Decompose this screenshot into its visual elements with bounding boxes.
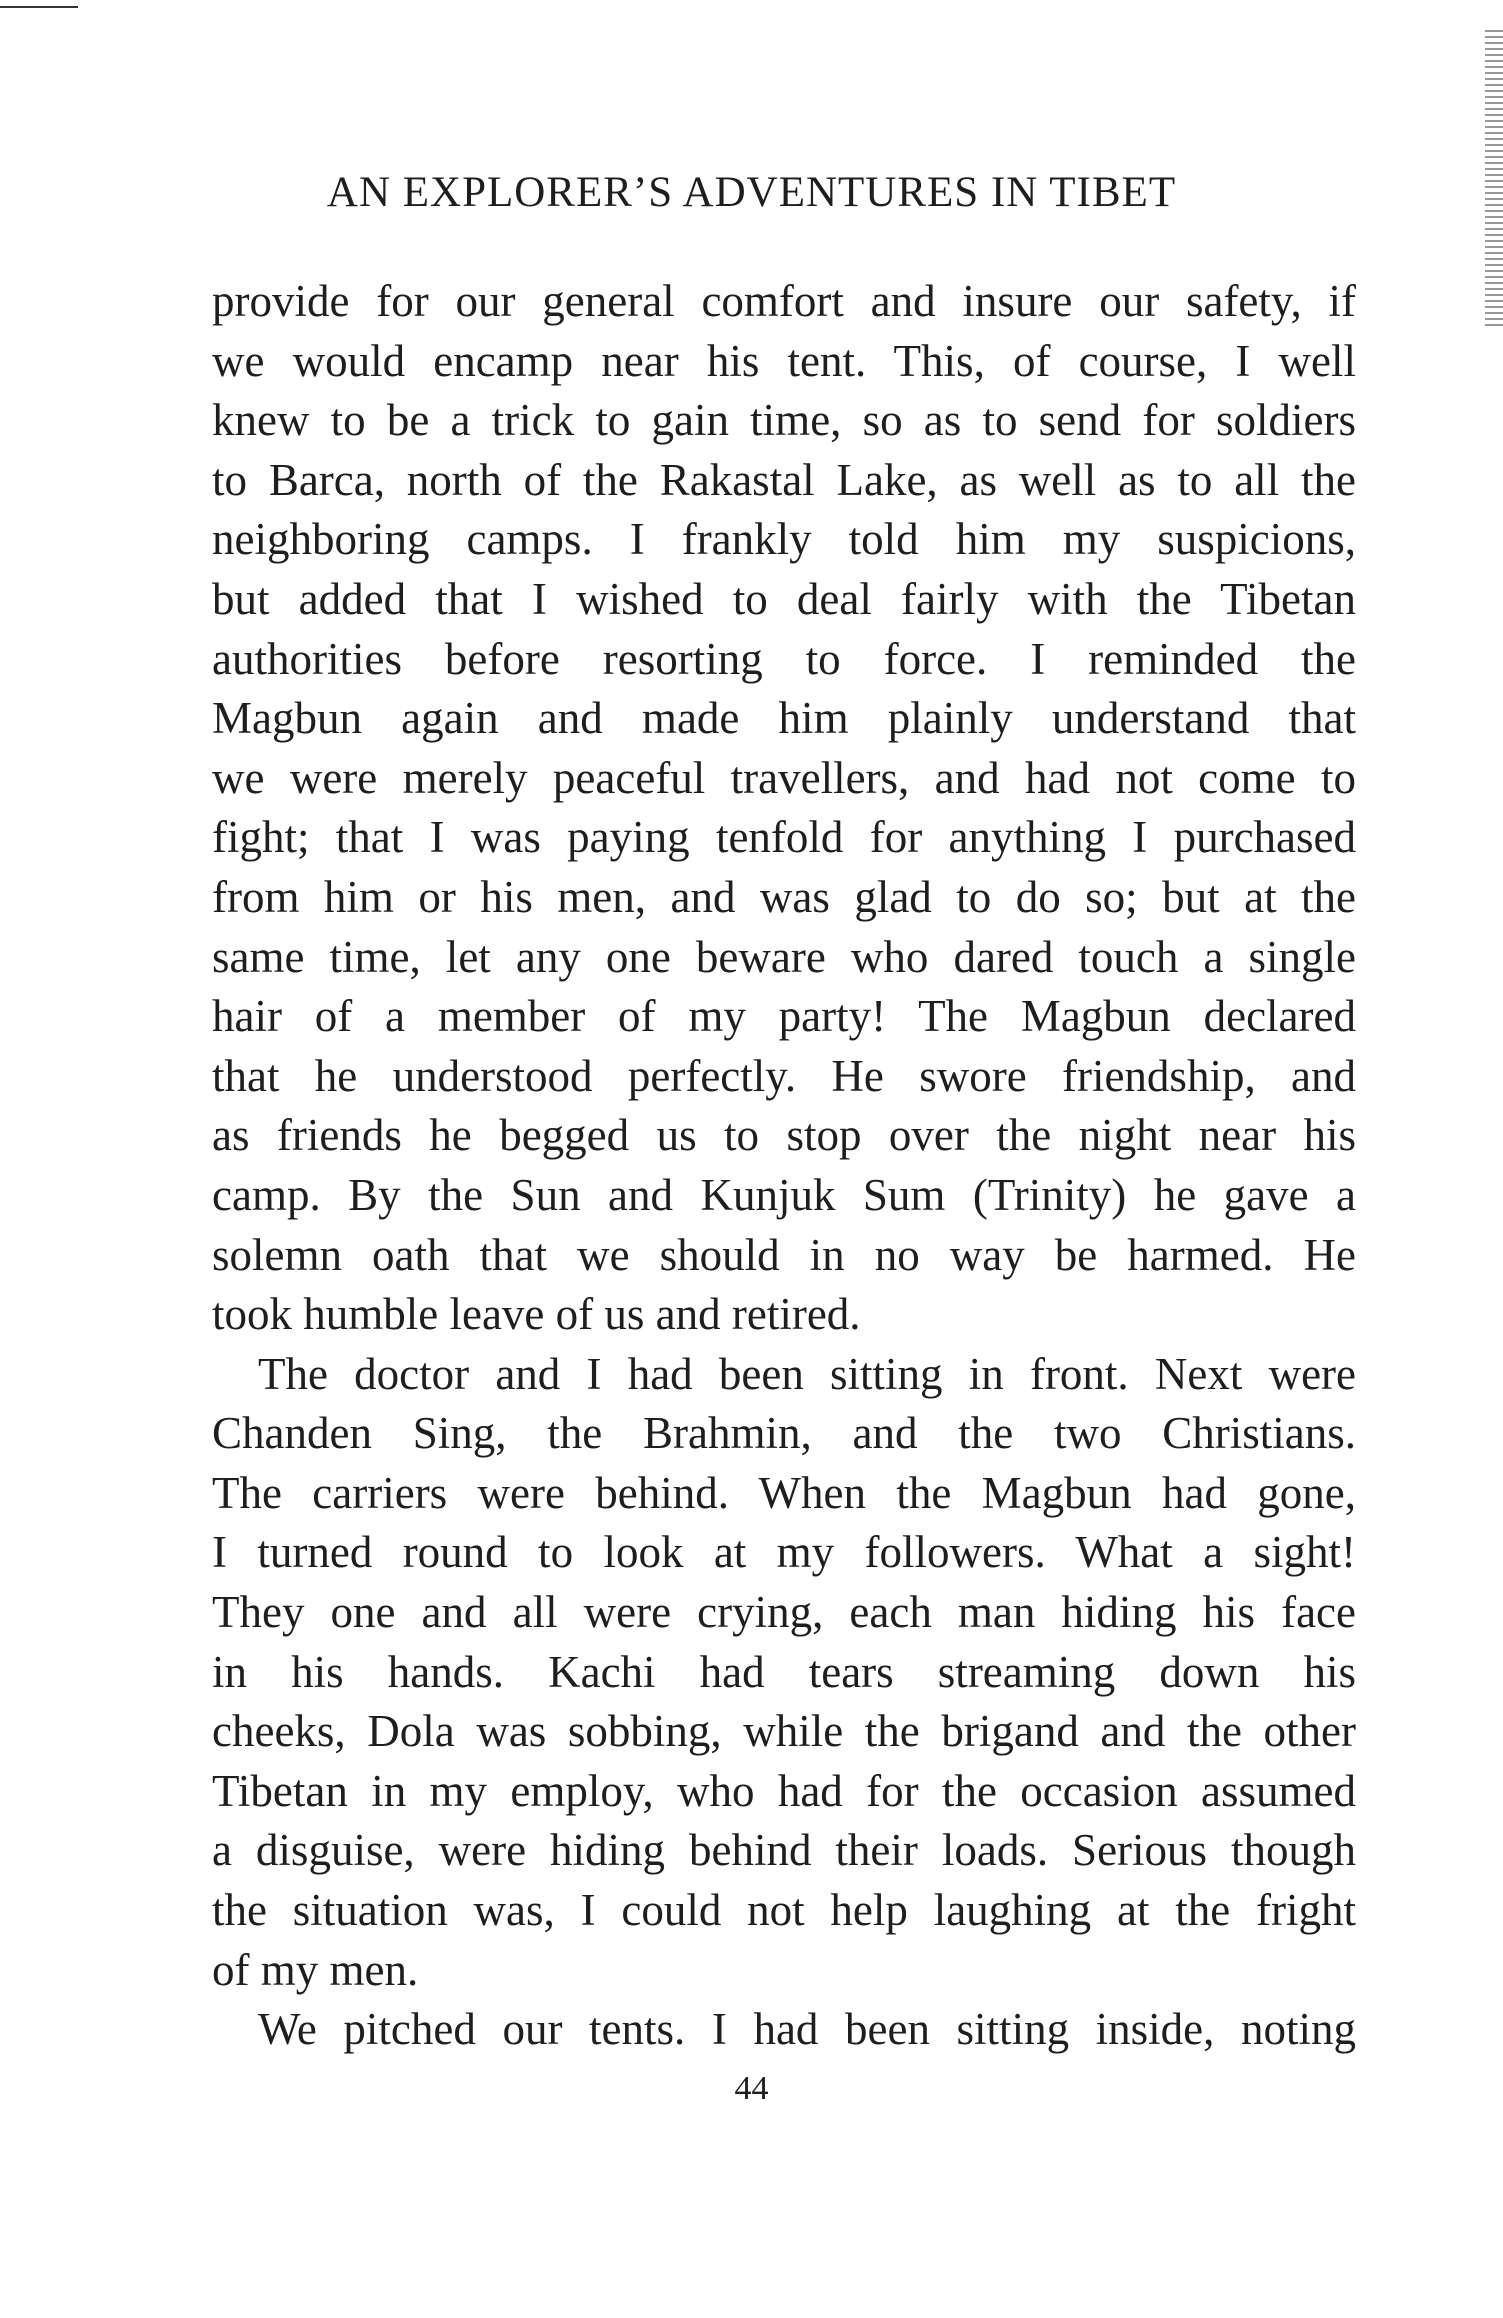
text-line: Magbun again and made him plainly understand that [212, 693, 1356, 744]
text-line: in his hands. Kachi had tears streaming down his [212, 1646, 1356, 1697]
text-line: to Barca, north of the Rakastal Lake, as well as to all the [212, 454, 1356, 505]
text-line: solemn oath that we should in no way be harmed. He [212, 1229, 1356, 1280]
text-line: hair of a member of my party! The Magbun declared [212, 991, 1356, 1042]
running-head: AN EXPLORER’S ADVENTURES IN TIBET [326, 169, 1177, 216]
text-line: camp. By the Sun and Kunjuk Sum (Trinity) he gave a [212, 1169, 1356, 1220]
top-rule [0, 6, 78, 8]
text-line: we would encamp near his tent. This, of course, I well [212, 335, 1356, 386]
text-line: Chanden Sing, the Brahmin, and the two Christians. [212, 1408, 1356, 1459]
text-line: took humble leave of us and retired. [212, 1289, 861, 1340]
page-number: 44 [734, 2070, 769, 2107]
text-line: I turned round to look at my followers. What a sight! [212, 1527, 1356, 1578]
text-line: The doctor and I had been sitting in front. Next were [258, 1348, 1356, 1399]
text-line: provide for our general comfort and insure our safety, if [212, 276, 1356, 326]
text-line: They one and all were crying, each man hiding his face [212, 1587, 1356, 1638]
text-line: authorities before resorting to force. I reminded the [212, 633, 1356, 684]
text-line: knew to be a trick to gain time, so as to send for soldiers [212, 395, 1356, 446]
text-line: from him or his men, and was glad to do so; but at the [212, 871, 1356, 922]
text-line: Tibetan in my employ, who had for the occasion assumed [212, 1765, 1356, 1816]
text-line: that he understood perfectly. He swore friendship, and [212, 1050, 1356, 1101]
text-line: as friends he begged us to stop over the night near his [212, 1110, 1356, 1161]
text-line: cheeks, Dola was sobbing, while the brigand and the other [212, 1706, 1356, 1757]
text-line: We pitched our tents. I had been sitting inside, noting [258, 2004, 1356, 2055]
text-line: of my men. [212, 1944, 419, 1995]
text-line: the situation was, I could not help laughing at the fright [212, 1885, 1356, 1936]
text-line: fight; that I was paying tenfold for anything I purchased [212, 812, 1356, 863]
text-line: a disguise, were hiding behind their loads. Serious though [212, 1825, 1356, 1876]
body-text [212, 272, 1356, 2060]
text-line: but added that I wished to deal fairly with the Tibetan [212, 573, 1356, 624]
text-line: neighboring camps. I frankly told him my suspicions, [212, 514, 1356, 565]
text-line: The carriers were behind. When the Magbun had gone, [212, 1467, 1356, 1518]
text-line: we were merely peaceful travellers, and had not come to [212, 752, 1356, 803]
text-line: same time, let any one beware who dared touch a single [212, 931, 1356, 982]
